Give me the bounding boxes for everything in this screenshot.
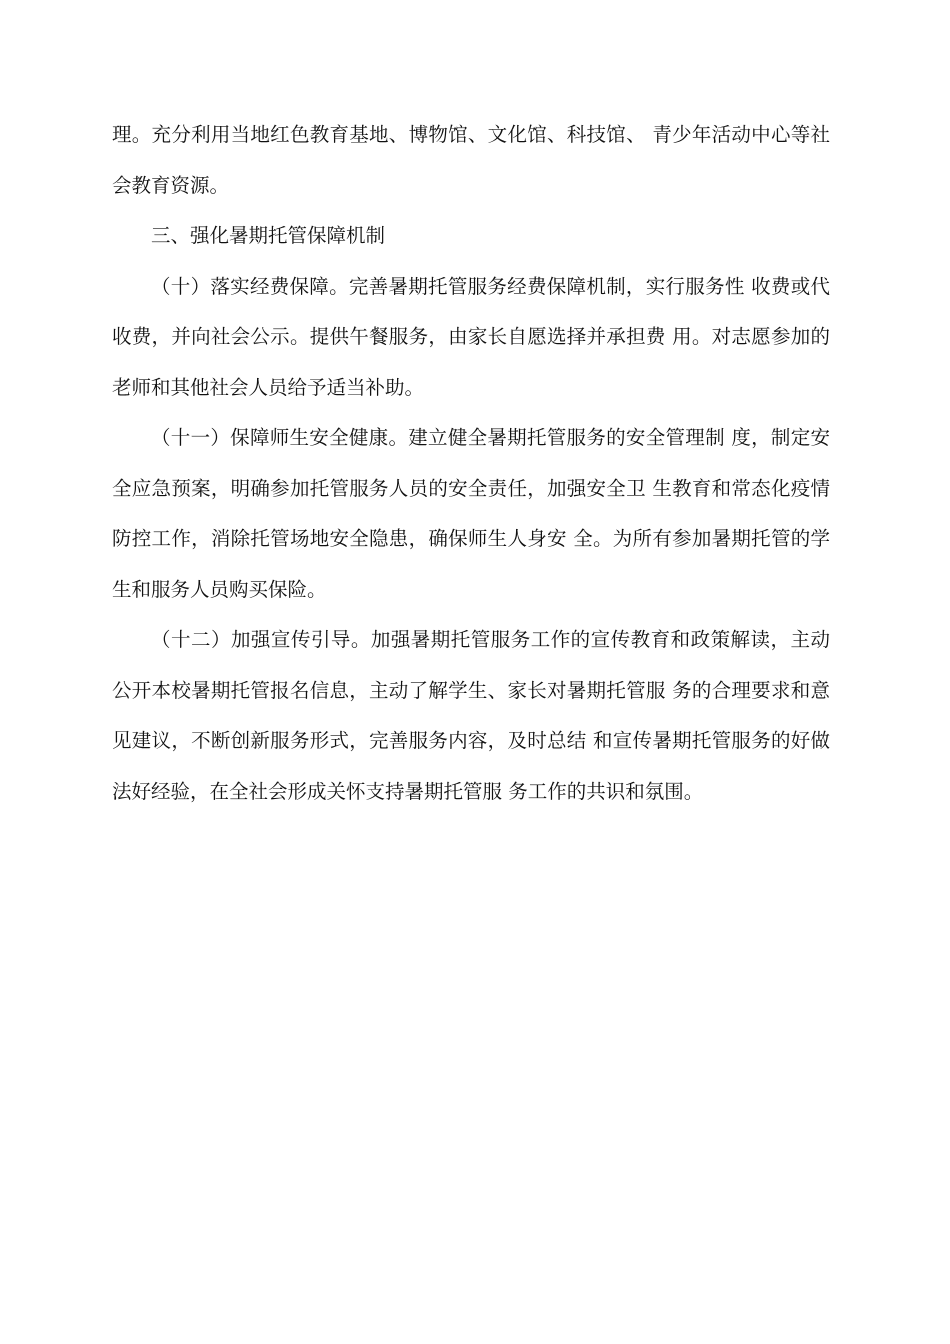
paragraph-continuation: 理。充分利用当地红色教育基地、博物馆、文化馆、科技馆、 青少年活动中心等社会教育资源。 — [112, 123, 830, 197]
document-body — [112, 110, 830, 817]
section-heading: 三、强化暑期托管保障机制 — [151, 224, 386, 247]
paragraph-funding-guarantee: （十）落实经费保障。完善暑期托管服务经费保障机制，实行服务性 收费或代收费，并向社会公示。提供午餐服务，由家长自愿选择并承担费 用。对志愿参加的老师和其他社会人员给予适当补助。 — [112, 274, 830, 399]
paragraph-publicity-guidance: （十二）加强宣传引导。加强暑期托管服务工作的宣传教育和政策解读，主动公开本校暑期托管报名信息，主动了解学生、家长对暑期托管服 务的合理要求和意见建议，不断创新服务形式，完善服务内容，及时总结 和宣传暑期托管服务的好做法好经验，在全社会形成关怀支持暑期托管服 务工作的共识和氛围。 — [112, 628, 830, 803]
paragraph-safety-health: （十一）保障师生安全健康。建立健全暑期托管服务的安全管理制 度，制定安全应急预案，明确参加托管服务人员的安全责任，加强安全卫 生教育和常态化疫情防控工作，消除托管场地安全隐患，确保师生人身安 全。为所有参加暑期托管的学生和服务人员购买保险。 — [112, 426, 830, 601]
